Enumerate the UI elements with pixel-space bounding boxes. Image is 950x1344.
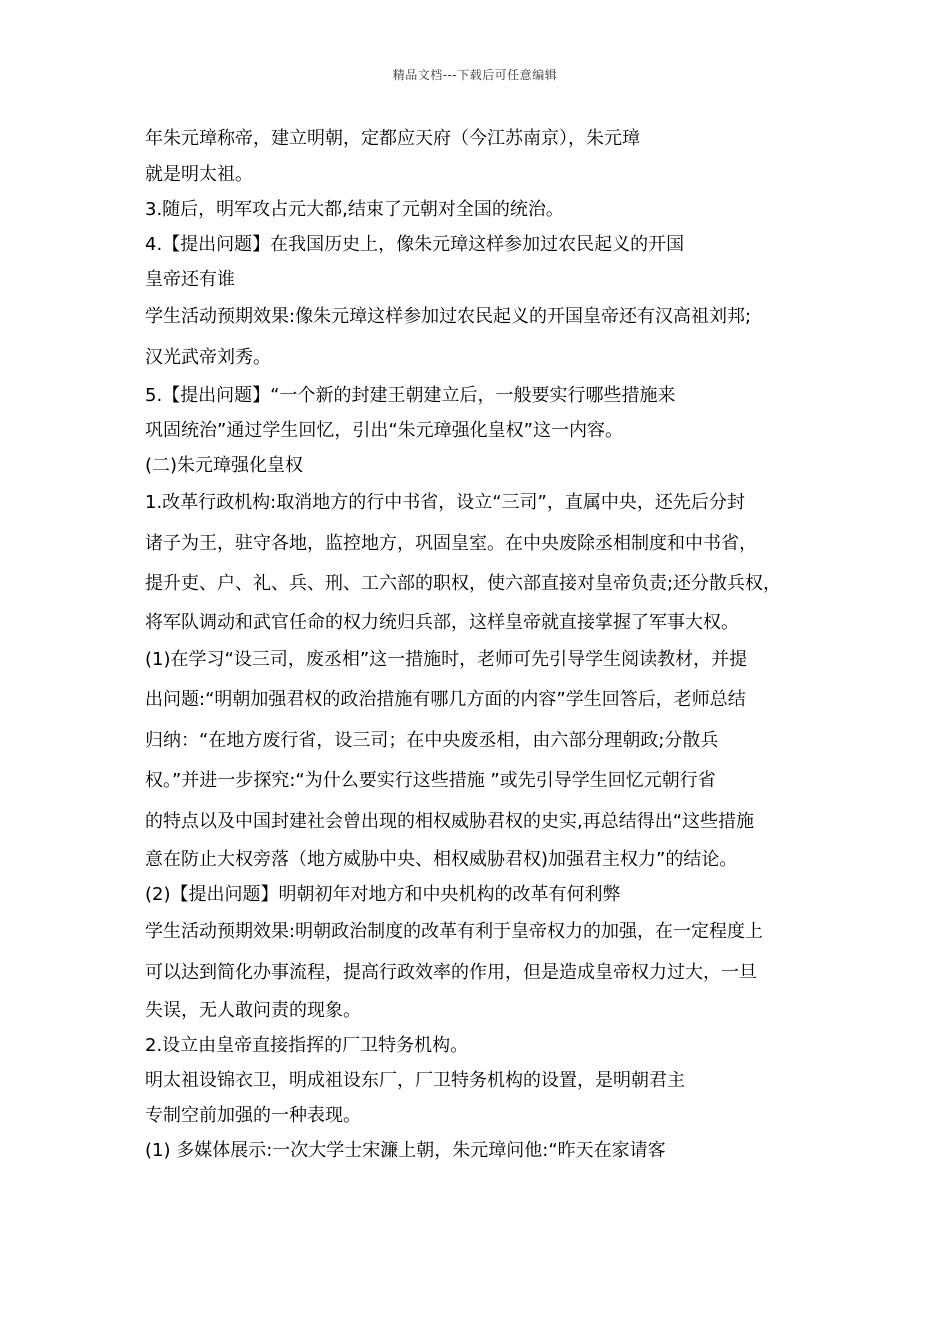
paragraph-line: 可以达到简化办事流程，提高行政效率的作用，但是造成皇帝权力过大，一旦 <box>145 961 757 983</box>
paragraph-line: 的特点以及中国封建社会曾出现的相权威胁君权的史实,再总结得出“这些措施 <box>145 810 755 832</box>
paragraph-line: 3.随后，明军攻占元大都,结束了元朝对全国的统治。 <box>145 199 564 220</box>
paragraph-line: 年朱元璋称帝，建立明朝，定都应天府（今江苏南京），朱元璋 <box>145 128 640 149</box>
paragraph-line: 提升吏、户、礼、兵、刑、工六部的职权，使六部直接对皇帝负责;还分散兵权， <box>145 573 782 594</box>
paragraph-line: 诸子为王，驻守各地，监控地方，巩固皇室。在中央废除丞相制度和中书省， <box>145 532 757 554</box>
paragraph-line: 皇帝还有谁 <box>145 269 235 290</box>
paragraph-line: 归纳：“在地方废行省，设三司；在中央废丞相，由六部分理朝政;分散兵 <box>145 729 719 751</box>
paragraph-line: (1)在学习“设三司，废丞相”这一措施时，老师可先引导学生阅读教材，并提 <box>145 648 748 670</box>
paragraph-line: 就是明太祖。 <box>145 164 253 185</box>
section-heading: (二)朱元璋强化皇权 <box>145 455 304 476</box>
paragraph-line: 汉光武帝刘秀。 <box>145 346 271 368</box>
paragraph-line: 出问题:“明朝加强君权的政治措施有哪几方面的内容”学生回答后，老师总结 <box>145 689 746 710</box>
paragraph-line: 明太祖设锦衣卫，明成祖设东厂，厂卫特务机构的设置，是明朝君主 <box>145 1070 685 1091</box>
page-header: 精品文档---下载后可任意编辑 <box>392 68 558 82</box>
paragraph-line: 学生活动预期效果:像朱元璋这样参加过农民起义的开国皇帝还有汉高祖刘邦; <box>145 306 752 327</box>
paragraph-line: 失误，无人敢问责的现象。 <box>145 1000 361 1021</box>
paragraph-line: (1) 多媒体展示:一次大学士宋濂上朝，朱元璋问他:“昨天在家请客 <box>145 1140 666 1161</box>
paragraph-line: 4.【提出问题】在我国历史上，像朱元璋这样参加过农民起义的开国 <box>145 234 685 255</box>
paragraph-line: 5.【提出问题】“一个新的封建王朝建立后，一般要实行哪些措施来 <box>145 385 676 406</box>
document-body <box>145 120 825 1168</box>
paragraph-line: 意在防止大权旁落（地方威胁中央、相权威胁君权)加强君主权力”的结论。 <box>145 849 738 870</box>
paragraph-line: 将军队调动和武官任命的权力统归兵部，这样皇帝就直接掌握了军事大权。 <box>145 611 739 633</box>
paragraph-line: 专制空前加强的一种表现。 <box>145 1105 361 1126</box>
paragraph-line: 学生活动预期效果:明朝政治制度的改革有利于皇帝权力的加强，在一定程度上 <box>145 921 764 942</box>
paragraph-line: (2)【提出问题】明朝初年对地方和中央机构的改革有何利弊 <box>145 884 621 905</box>
paragraph-line: 2.设立由皇帝直接指挥的厂卫特务机构。 <box>145 1035 469 1056</box>
paragraph-line: 1.改革行政机构:取消地方的行中书省，设立“三司”，直属中央，还先后分封 <box>145 492 745 513</box>
paragraph-line: 权。”并进一步探究:“为什么要实行这些措施 ”或先引导学生回忆元朝行省 <box>145 770 716 791</box>
paragraph-line: 巩固统治”通过学生回忆，引出“朱元璋强化皇权”这一内容。 <box>145 420 623 441</box>
